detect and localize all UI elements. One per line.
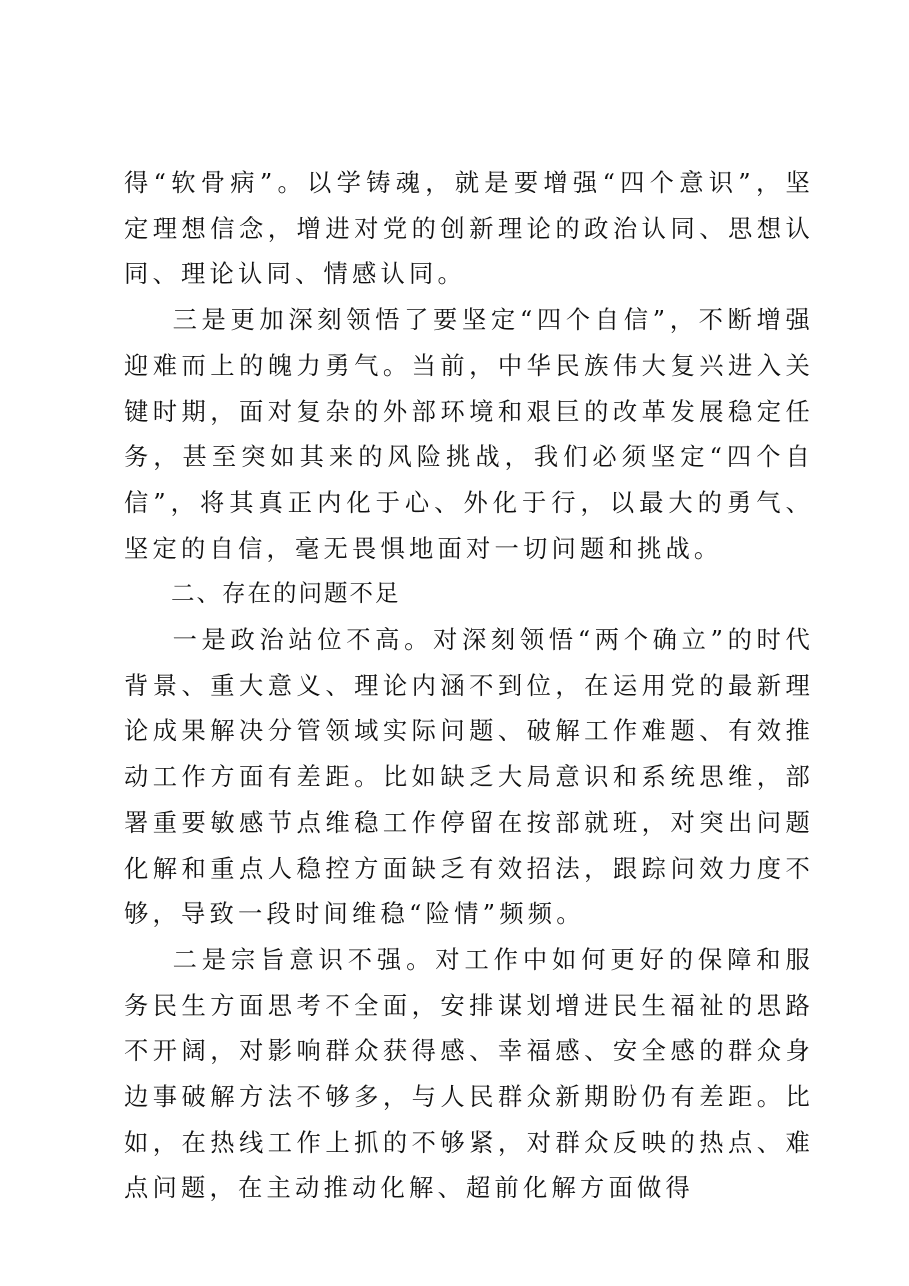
paragraph-purpose-awareness: 二是宗旨意识不强。对工作中如何更好的保障和服务民生方面思考不全面，安排谋划增进民生福祉的思路不开阔，对影响群众获得感、幸福感、安全感的群众身边事破解方法不够多，与人民群众新期盼仍有差距。比如，在热线工作上抓的不够紧，对群众反映的热点、难点问题，在主动推动化解、超前化解方面做得: [124, 944, 814, 1203]
paragraph-political-stance: 一是政治站位不高。对深刻领悟“两个确立”的时代背景、重大意义、理论内涵不到位，在运用党的最新理论成果解决分管领域实际问题、破解工作难题、有效推动工作方面有差距。比如缺乏大局意识和系统思维，部署重要敏感节点维稳工作停留在按部就班，对突出问题化解和重点人稳控方面缺乏有效招法，跟踪问效力度不够，导致一段时间维稳“险情”频频。: [124, 625, 814, 929]
paragraph-four-confidences: 三是更加深刻领悟了要坚定“四个自信”，不断增强迎难而上的魄力勇气。当前，中华民族伟大复兴进入关键时期，面对复杂的外部环境和艰巨的改革发展稳定任务，甚至突如其来的风险挑战，我们必须坚定“四个自信”，将其真正内化于心、外化于行，以最大的勇气、坚定的自信，毫无畏惧地面对一切问题和挑战。: [124, 305, 814, 563]
section-heading-problems: 二、存在的问题不足: [171, 579, 401, 608]
document-body: [124, 160, 814, 1211]
paragraph-continuation: 得“软骨病”。以学铸魂，就是要增强“四个意识”，坚定理想信念，增进对党的创新理论的政治认同、思想认同、理论认同、情感认同。: [124, 168, 814, 289]
